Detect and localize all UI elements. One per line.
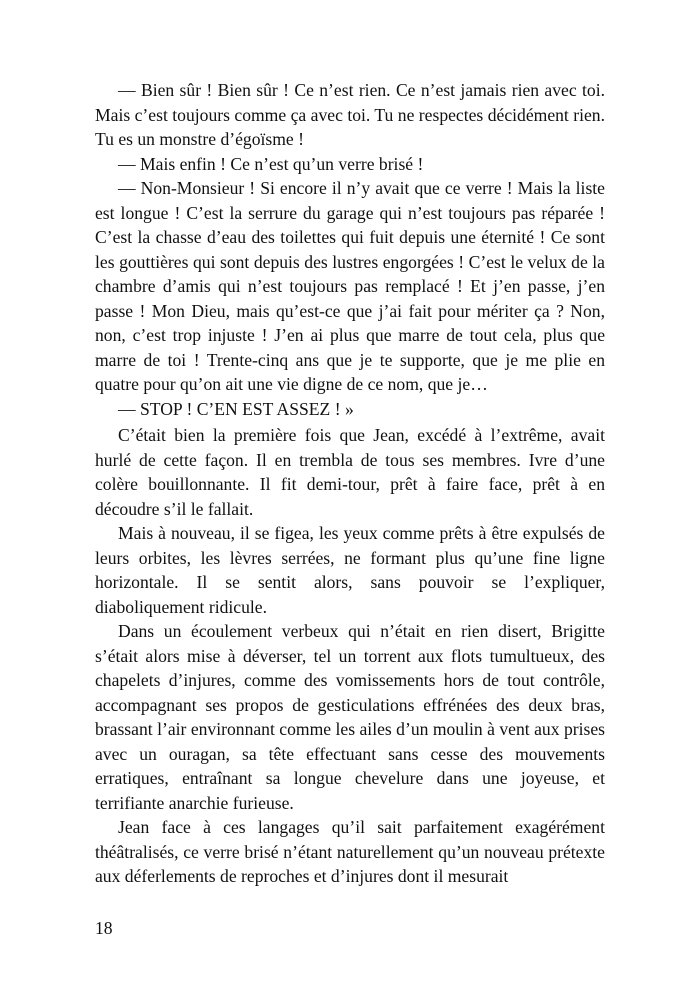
narrative-paragraph: Mais à nouveau, il se figea, les yeux comme prêts à être expulsés de leurs orbites, les lèvres serrées, ne formant plus qu’une fine ligne horizontale. Il se sentit alors, sans pouvoir se l’expliquer, diaboliquement ridicule. — [95, 523, 605, 617]
page-number: 18 — [95, 918, 113, 938]
dialogue-section — [95, 78, 605, 421]
narrative-paragraph: C’était bien la première fois que Jean, excédé à l’extrême, avait hurlé de cette façon. Il en trembla de tous ses membres. Ivre d’une colère bouillonnante. Il fit demi-tour, prêt à faire face, prêt à en découdre s’il le fallait. — [95, 425, 605, 519]
dialogue-line: — Non-Monsieur ! Si encore il n’y avait que ce verre ! Mais la liste est longue ! C’est la serrure du garage qui n’est toujours pas réparée ! C’est la chasse d’eau des toilettes qui fuit depuis une éternité ! Ce sont les gouttières qui sont depuis des lustres engorgées ! C’est le velux de la chambre d’amis qui n’est toujours pas remplacé ! Et j’en passe, j’en passe ! Mon Dieu, mais qu’est-ce que j’ai fait pour mériter ça ? Non, non, c’est trop injuste ! J’en ai plus que marre de tout cela, plus que marre de toi ! Trente-cinq ans que je te supporte, que je me plie en quatre pour qu’on ait une vie digne de ce nom, que je… — [95, 178, 605, 394]
dialogue-line: — Mais enfin ! Ce n’est qu’un verre brisé ! — [118, 153, 424, 174]
narrative-paragraph: Dans un écoulement verbeux qui n’était en rien disert, Brigitte s’était alors mise à déverser, tel un torrent aux flots tumultueux, des chapelets d’injures, comme des vomissements hors de tout contrôle, accompagnant ses propos de gesticulations effrénées des deux bras, brassant l’air environnant comme les ailes d’un moulin à vent aux prises avec un ouragan, sa tête effectuant sans cesse des mouvements erratiques, entraînant sa longue chevelure dans une joyeuse, et terrifiante anarchie furieuse. — [95, 621, 605, 813]
dialogue-line: — STOP ! C’EN EST ASSEZ ! » — [118, 398, 354, 419]
dialogue-line: — Bien sûr ! Bien sûr ! Ce n’est rien. Ce n’est jamais rien avec toi. Mais c’est toujours comme ça avec toi. Tu ne respectes décidément rien. Tu es un monstre d’égoïsme ! — [95, 80, 605, 149]
narrative-section — [95, 423, 605, 889]
narrative-paragraph: Jean face à ces langages qu’il sait parfaitement exagérément théâtralisés, ce verre brisé n’étant naturellement qu’un nouveau prétexte aux déferlements de reproches et d’injures dont il mesurait — [95, 817, 605, 886]
